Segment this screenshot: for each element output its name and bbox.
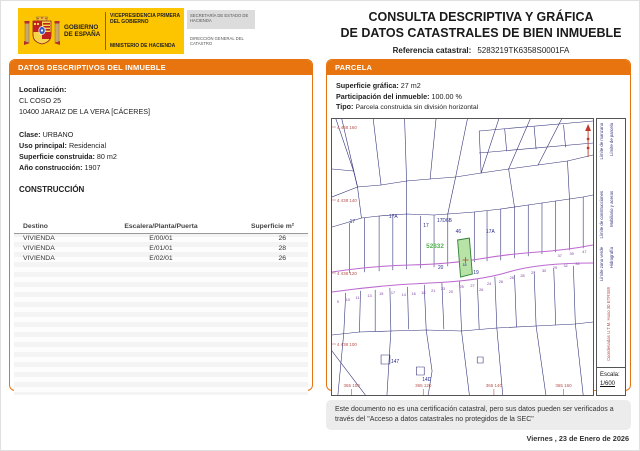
- direccion-catastro-label: DIRECCIÓN GENERAL DEL CATASTRO: [187, 33, 255, 52]
- spain-coat-of-arms-icon: [22, 11, 62, 51]
- map-legend-strip: [596, 118, 626, 396]
- localizacion-line2: 10400 JARAIZ DE LA VERA [CÁCERES]: [19, 107, 151, 116]
- government-logo-block: [18, 8, 255, 54]
- vicepresidencia-label: VICEPRESIDENCIA PRIMERA DEL GOBIERNO: [110, 13, 180, 25]
- superficie-grafica-field: Superficie gráfica: 27 m2: [336, 81, 421, 90]
- scale-label: Escala:: [600, 371, 620, 378]
- parcel-label: 20: [437, 265, 444, 271]
- col-escalera: Escalera/Planta/Puerta: [124, 223, 198, 230]
- referencia-value: 5283219TK6358S0001FA: [477, 45, 570, 55]
- street-number: 21: [431, 288, 436, 293]
- x-axis-label: 365 140: [485, 382, 503, 388]
- street-number: 26: [498, 279, 504, 284]
- col-destino: Destino: [23, 223, 48, 230]
- parcel-label: 17A: [388, 214, 398, 220]
- street-number: 16: [411, 291, 416, 296]
- street-number: 24: [487, 281, 492, 286]
- street-number: 37: [557, 253, 562, 258]
- page-title-line2: DE DATOS CATASTRALES DE BIEN INMUEBLE: [340, 26, 622, 41]
- street-number: 11: [355, 295, 360, 300]
- survey-mark-icon: [585, 124, 591, 157]
- street-number: 10: [345, 297, 350, 302]
- anio-construccion-field: Año construcción: 1907: [19, 163, 101, 172]
- street-number: 14: [401, 292, 406, 297]
- participacion-field: Participación del inmueble: 100.00 %: [336, 91, 462, 101]
- x-axis-label: 365 160: [555, 382, 572, 388]
- street-number: 25: [459, 284, 464, 289]
- street-number: 20: [448, 289, 454, 294]
- parcela-panel-header: PARCELA: [327, 60, 630, 75]
- legend-item: Límite zona verde: [599, 246, 604, 281]
- table-header-row: [14, 222, 308, 234]
- street-number: 18: [421, 290, 426, 295]
- superficie-construida-field: Superficie construida: 80 m2: [19, 152, 117, 161]
- parcel-label: 14D: [422, 377, 432, 383]
- parcel-label: 19: [473, 270, 479, 276]
- parcel-label: 147: [390, 359, 400, 365]
- disclaimer-text: Este documento no es una certificación catastral, pero sus datos pueden ser verificados a través del "Acceso a datos catastrales no protegidos de la SEC": [326, 400, 631, 430]
- highlighted-parcel: [458, 238, 473, 277]
- page-title-line1: CONSULTA DESCRIPTIVA Y GRÁFICA: [368, 10, 594, 24]
- parcel-label: 17A: [486, 229, 495, 235]
- street-number: 13: [367, 293, 372, 298]
- clase-field: Clase: URBANO: [19, 130, 74, 139]
- legend-item: Límite de parcela: [609, 122, 614, 156]
- logo-divider: [105, 12, 106, 50]
- y-axis-label: 4 438 100: [336, 341, 357, 347]
- street-number: 28: [520, 273, 525, 278]
- street-number: 25: [509, 275, 514, 280]
- map-scale-box: [597, 367, 625, 395]
- table-row: VIVIENDA E/01/01 28: [23, 245, 286, 252]
- street-number: 9: [336, 299, 340, 304]
- street-number: 29: [552, 265, 558, 270]
- street-number: 32: [563, 263, 568, 268]
- localizacion-label: Localización:: [19, 85, 67, 94]
- x-axis-label: 365 120: [415, 382, 432, 388]
- street-number: 26: [479, 287, 484, 292]
- table-row: VIVIENDA E/00/01 26: [23, 235, 286, 242]
- legend-item: Hidrografía: [609, 246, 614, 268]
- scale-value: 1/600: [600, 380, 616, 387]
- street-number: 17: [390, 290, 396, 295]
- street-number: 27: [470, 283, 475, 288]
- col-superficie: Superficie m²: [250, 223, 294, 230]
- y-axis-label: 4 438 140: [336, 197, 357, 203]
- document-title-block: [331, 9, 631, 55]
- construccion-table: [14, 222, 308, 395]
- logo-yellow-band: [18, 8, 184, 54]
- street-number: 27: [531, 270, 536, 275]
- utm-coordinates-note: Coordenadas U.T.M. Huso 30 ETRS89: [606, 286, 611, 361]
- parcela-panel: [326, 59, 631, 391]
- x-axis-label: 365 100: [343, 382, 360, 388]
- referencia-catastral: [331, 46, 631, 55]
- localizacion-line1: CL COSO 25: [19, 96, 62, 105]
- parcel-label: 46: [455, 229, 462, 235]
- street-number: 23: [440, 286, 446, 291]
- gobierno-de-espana-label: GOBIERNO DE ESPAÑA: [64, 23, 101, 38]
- secretaria-estado-label: SECRETARÍA DE ESTADO DE HACIENDA: [187, 10, 255, 29]
- street-number: 30: [541, 268, 547, 273]
- cadastral-map: [332, 119, 593, 395]
- street-number: 47: [582, 249, 587, 254]
- parcel-label: 17D6B: [436, 218, 452, 224]
- referencia-label: Referencia catastral:: [392, 45, 472, 55]
- street-number: 34: [575, 261, 580, 266]
- y-axis-label: 4 438 160: [336, 124, 357, 130]
- tipo-field: Tipo: Parcela construida sin división horizontal: [336, 102, 479, 111]
- construccion-title: CONSTRUCCIÓN: [19, 185, 85, 194]
- ministerio-hacienda-label: MINISTERIO DE HACIENDA: [110, 43, 176, 49]
- datos-descriptivos-panel: [9, 59, 313, 391]
- highlighted-parcel-label: 52832: [426, 242, 444, 250]
- parcel-label: 17: [349, 219, 356, 225]
- legend-item: Mobiliario y aceras: [609, 190, 614, 227]
- uso-principal-field: Uso principal: Residencial: [19, 141, 107, 150]
- street-number: 15: [379, 291, 384, 296]
- datos-panel-header: DATOS DESCRIPTIVOS DEL INMUEBLE: [10, 60, 312, 75]
- document-date: Viernes , 23 de Enero de 2026: [526, 434, 629, 444]
- legend-item: Límite de construcciones: [599, 190, 604, 239]
- parcel-label: 18: [462, 262, 467, 267]
- y-axis-label: 4 438 120: [336, 270, 357, 276]
- table-row: VIVIENDA E/02/01 26: [23, 255, 286, 262]
- legend-item: Límite de manzana: [599, 122, 604, 160]
- parcel-label: 17: [423, 223, 429, 229]
- street-number: 39: [569, 251, 574, 256]
- cadastral-map-frame: [331, 118, 594, 396]
